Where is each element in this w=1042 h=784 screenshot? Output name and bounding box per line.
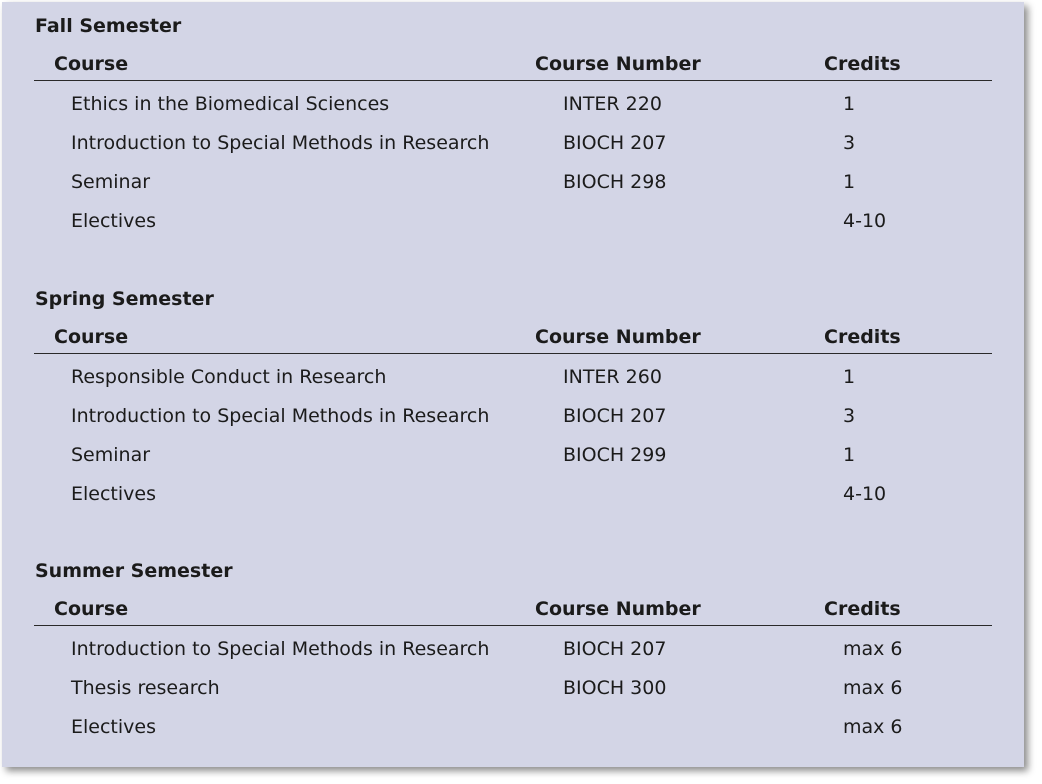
course-name: Responsible Conduct in Research [71,366,387,388]
header-course-number: Course Number [535,598,701,620]
course-credits: 1 [843,93,856,115]
table-row [2,482,1024,521]
table-row [2,209,1024,248]
course-number: BIOCH 207 [563,132,667,154]
course-name: Seminar [71,444,151,466]
course-number: BIOCH 207 [563,405,667,427]
course-credits: 1 [843,444,856,466]
table-body [2,637,1024,754]
table-body [2,92,1024,248]
header-course: Course [54,598,129,620]
header-course: Course [54,53,129,75]
course-number: BIOCH 298 [563,171,667,193]
table-header [2,52,1024,76]
section-title: Spring Semester [35,288,214,310]
table-row [2,715,1024,754]
table-header [2,325,1024,349]
course-credits: max 6 [843,716,903,738]
header-course-number: Course Number [535,53,701,75]
course-credits: 1 [843,171,856,193]
table-row [2,637,1024,676]
header-course-number: Course Number [535,326,701,348]
header-credits: Credits [824,53,901,75]
header-credits: Credits [824,326,901,348]
course-number: INTER 260 [563,366,662,388]
table-row [2,131,1024,170]
course-name: Electives [71,716,156,738]
course-name: Electives [71,210,156,232]
table-body [2,365,1024,521]
table-row [2,365,1024,404]
table-row [2,170,1024,209]
course-name: Thesis research [71,677,220,699]
course-name: Ethics in the Biomedical Sciences [71,93,390,115]
table-row [2,92,1024,131]
course-number: BIOCH 300 [563,677,667,699]
course-name: Electives [71,483,156,505]
section-title: Summer Semester [35,560,233,582]
header-divider [34,80,992,81]
table-row [2,404,1024,443]
course-credits: 4-10 [843,210,887,232]
course-number: BIOCH 207 [563,638,667,660]
header-credits: Credits [824,598,901,620]
course-credits: max 6 [843,677,903,699]
course-credits: 3 [843,405,856,427]
course-name: Introduction to Special Methods in Research [71,405,490,427]
course-plan-panel [2,2,1024,767]
course-name: Seminar [71,171,151,193]
header-divider [34,353,992,354]
header-course: Course [54,326,129,348]
course-name: Introduction to Special Methods in Research [71,132,490,154]
table-row [2,676,1024,715]
header-divider [34,625,992,626]
table-header [2,597,1024,621]
course-number: BIOCH 299 [563,444,667,466]
table-row [2,443,1024,482]
course-name: Introduction to Special Methods in Research [71,638,490,660]
section-title: Fall Semester [35,15,182,37]
course-credits: 4-10 [843,483,887,505]
course-credits: 3 [843,132,856,154]
course-number: INTER 220 [563,93,662,115]
course-credits: 1 [843,366,856,388]
course-credits: max 6 [843,638,903,660]
